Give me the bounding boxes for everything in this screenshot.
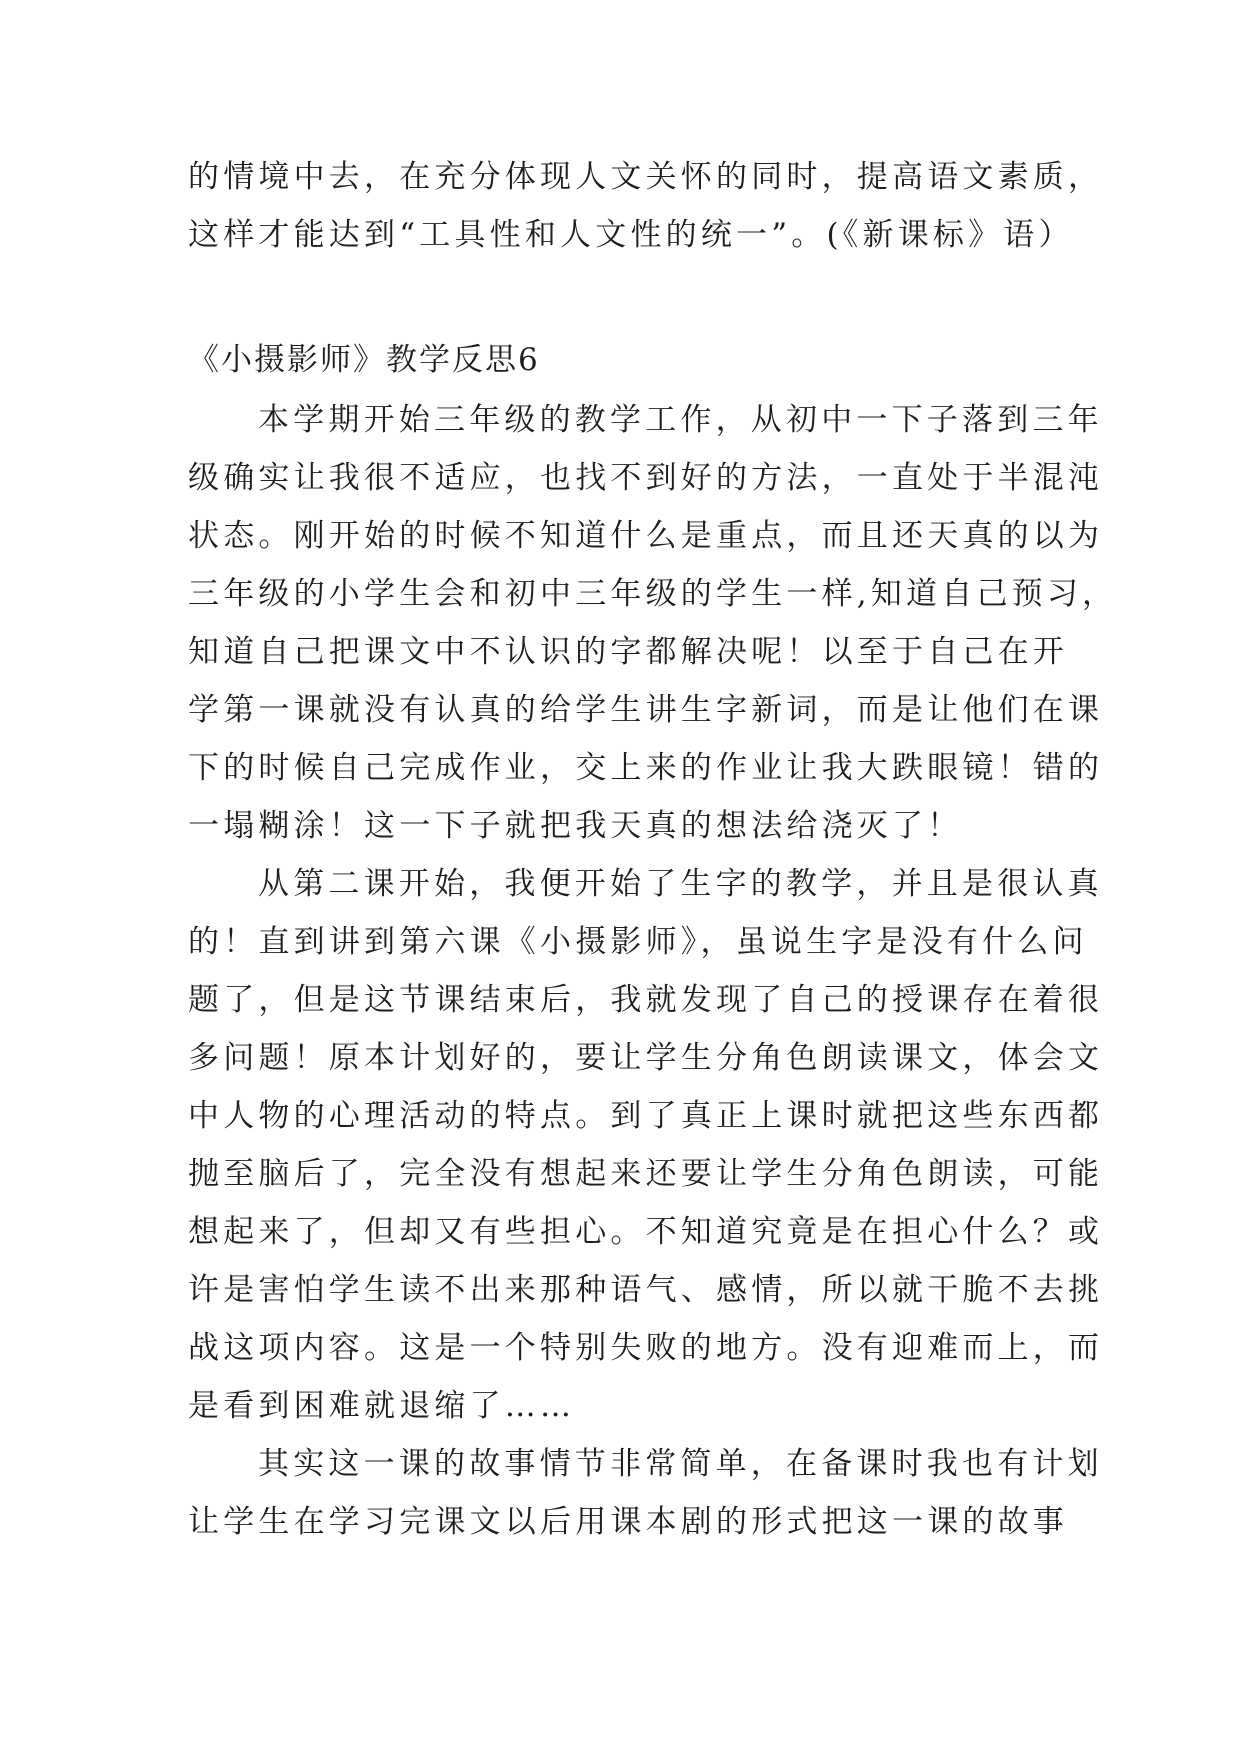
text-line: 让学生在学习完课文以后用课本剧的形式把这一课的故事	[188, 1504, 1068, 1540]
text-line: 题了，但是这节课结束后，我就发现了自己的授课存在着很	[188, 982, 1104, 1018]
text-line: 级确实让我很不适应，也找不到好的方法，一直处于半混沌	[188, 460, 1104, 496]
section-title: 《小摄影师》教学反思6	[188, 342, 540, 378]
text-line: 下的时候自己完成作业，交上来的作业让我大跌眼镜！错的	[188, 750, 1104, 786]
text-line: 战这项内容。这是一个特别失败的地方。没有迎难而上，而	[188, 1330, 1104, 1366]
text-line: 抛至脑后了，完全没有想起来还要让学生分角色朗读，可能	[188, 1156, 1104, 1192]
text-line: 状态。刚开始的时候不知道什么是重点，而且还天真的以为	[188, 518, 1104, 554]
text-line: 三年级的小学生会和初中三年级的学生一样,知道自己预习，	[188, 576, 1118, 612]
text-line: 其实这一课的故事情节非常简单，在备课时我也有计划	[258, 1446, 1103, 1482]
paragraph-2	[188, 855, 1104, 1435]
text-line: 多问题！原本计划好的，要让学生分角色朗读课文，体会文	[188, 1040, 1104, 1076]
text-line: 想起来了，但却又有些担心。不知道究竟是在担心什么？或	[188, 1214, 1104, 1250]
text-line: 这样才能达到“工具性和人文性的统一”。(《新课标》语）	[188, 217, 1074, 253]
intro-text	[188, 148, 1104, 264]
text-line: 许是害怕学生读不出来那种语气、感情，所以就干脆不去挑	[188, 1272, 1104, 1308]
paragraph-1	[188, 391, 1118, 855]
text-line: 从第二课开始，我便开始了生字的教学，并且是很认真	[258, 866, 1103, 902]
paragraph-3	[188, 1435, 1103, 1551]
text-line: 知道自己把课文中不认识的字都解决呢！以至于自己在开	[188, 634, 1068, 670]
text-line: 的情境中去，在充分体现人文关怀的同时，提高语文素质，	[188, 159, 1104, 195]
text-line: 的！直到讲到第六课《小摄影师》，虽说生字是没有什么问	[188, 924, 1088, 960]
text-line: 学第一课就没有认真的给学生讲生字新词，而是让他们在课	[188, 692, 1104, 728]
section-title-block	[188, 331, 1060, 389]
text-line: 是看到困难就退缩了……	[188, 1388, 576, 1424]
text-line: 本学期开始三年级的教学工作，从初中一下子落到三年	[258, 402, 1103, 438]
text-line: 中人物的心理活动的特点。到了真正上课时就把这些东西都	[188, 1098, 1104, 1134]
text-line: 一塌糊涂！这一下子就把我天真的想法给浇灭了！	[188, 808, 963, 844]
